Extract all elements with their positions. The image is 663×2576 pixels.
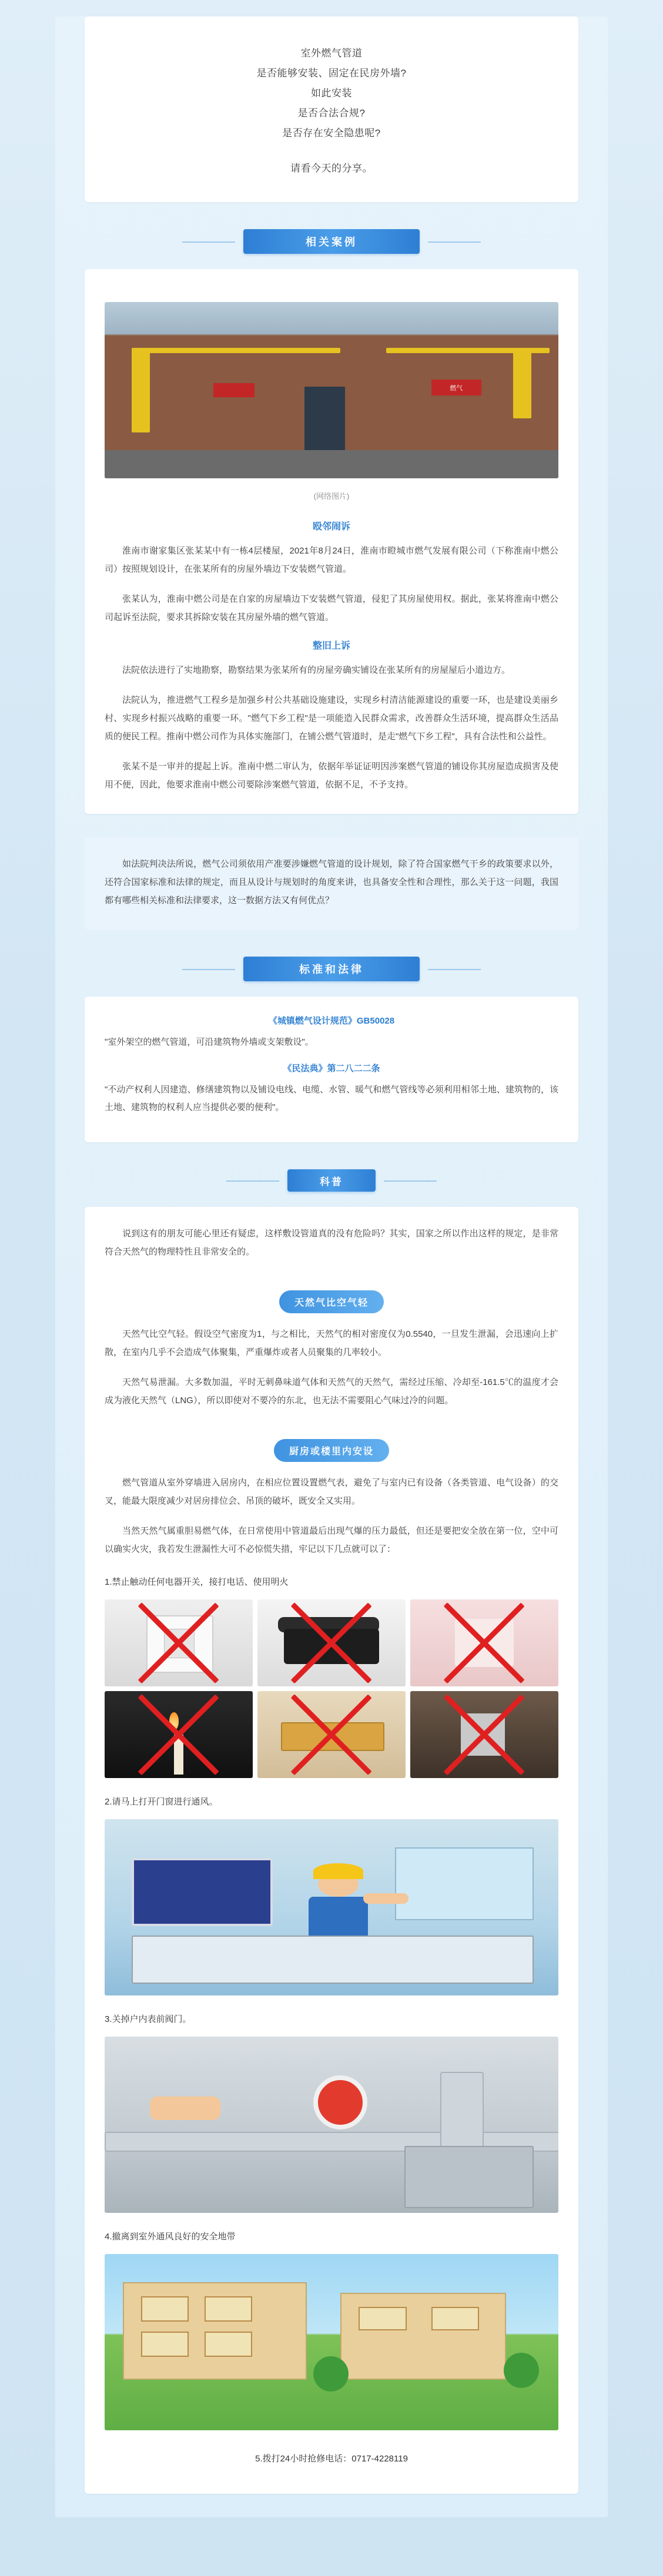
- intro-line-4: 是否合法合规?: [297, 108, 366, 119]
- subhead-case: 殴邻闹诉: [312, 522, 350, 532]
- prohibition-x-icon: [430, 1611, 539, 1675]
- step-title-4: 4.撤离到室外通风良好的安全地带: [105, 2232, 236, 2242]
- case-paragraph-2: 张某认为，淮南中燃公司是在自家的房屋墙边下安装燃气管道，侵犯了其房屋使用权。据此，张某将淮南中燃公司起诉至法院，要求其拆除安装在其房屋外墙的燃气管道。: [105, 594, 558, 622]
- science-paragraph-3: 燃气管道从室外穿墙进入居房内，在相应位置设置燃气表，避免了与室内已有设备（各类管道、电气设备）的交叉，能最大限度减少对居房排位会、吊顶的破坏，既安全又实用。: [105, 1478, 558, 1506]
- electric-device-image: [410, 1599, 558, 1686]
- intro-line-7: 请看今天的分享。: [290, 163, 373, 174]
- pill-1-wrap: [105, 1273, 558, 1325]
- pill-2-wrap: [105, 1421, 558, 1474]
- prohibition-x-icon: [124, 1702, 233, 1767]
- science-paragraph-1: 天然气比空气轻。假设空气密度为1，与之相比，天然气的相对密度仅为0.5540，一旦发生泄漏，会迅速向上扩散，在室内几乎不会造成气体聚集，严重爆炸或者人员聚集的几率较小。: [105, 1329, 558, 1357]
- pill-lighter-than-air: 天然气比空气轻: [279, 1290, 384, 1313]
- science-paragraph-4: 当然天然气属重胆易燃气体，在日常使用中管道最后出现气爆的压力最低，但还是要把安全放在第一位，空中可以确实火灾，我若发生泄漏性大可不必惊慌失措，牢记以下几点就可以了：: [105, 1526, 558, 1554]
- law-text-2: "不动产权利人因建造、修缮建筑物以及铺设电线、电缆、水管、暖气和燃气管线等必须利用相邻土地、建筑物的，该土地、建筑物的权利人应当提供必要的便利"。: [105, 1085, 558, 1112]
- intro-gap: [102, 143, 561, 159]
- step-title-2: 2.请马上打开门窗进行通风。: [105, 1797, 218, 1807]
- case2-paragraph-3: 张某不是一审并的提起上诉。淮南中燃二审认为，依据年举证证明因涉案燃气管道的铺设你其房屋造成损害及使用不便，因此，他要求淮南中燃公司要除涉案燃气管道，依据不足，不予支持。: [105, 762, 558, 790]
- article-sheet: [55, 16, 608, 2517]
- step-1-images-row-1: [105, 1599, 558, 1686]
- section-banner-case: 相关案例: [243, 229, 420, 254]
- intro-line-2: 是否能够安装、固定在民房外墙?: [256, 68, 407, 79]
- evacuation-illustration: [105, 2254, 558, 2430]
- case2-paragraph-1: 法院依法进行了实地勘察，勘察结果为张某所有的房屋旁确实铺设在张某所有的房屋屋后小道边方。: [122, 665, 511, 675]
- step-title-1: 1.禁止触动任何电器开关，接打电话、使用明火: [105, 1577, 289, 1587]
- telephone-image: [257, 1599, 406, 1686]
- valve-illustration: [105, 2037, 558, 2213]
- tip-block: [85, 837, 578, 930]
- subhead-appeal: 整旧上诉: [312, 641, 350, 651]
- article-inner: [85, 16, 578, 2494]
- law-title-1: 《城镇燃气设计规范》GB50028: [268, 1016, 395, 1026]
- section-banner-science: 科普: [287, 1169, 376, 1192]
- step-title-3: 3.关掉户内表前阀门。: [105, 2014, 192, 2024]
- intro-line-5: 是否存在安全隐患呢?: [282, 128, 381, 139]
- law-text-1: "室外架空的燃气管道，可沿建筑物外墙或支架敷设"。: [105, 1037, 314, 1047]
- science-intro: 说到这有的朋友可能心里还有疑虑，这样敷设管道真的没有危险吗？其实，国家之所以作出这样的规定，是非常符合天然气的物理特性且非常安全的。: [105, 1229, 558, 1257]
- candle-image: [105, 1691, 253, 1778]
- prohibition-x-icon: [430, 1702, 539, 1767]
- step-title-5: 5.拨打24小时抢修电话：0717-4228119: [255, 2454, 408, 2464]
- lighter-image: [410, 1691, 558, 1778]
- matchbox-image: [257, 1691, 406, 1778]
- ventilation-illustration: [105, 1819, 558, 1995]
- law-title-2: 《民法典》第二八二二条: [283, 1064, 380, 1074]
- intro-line-1: 室外燃气管道: [300, 48, 363, 59]
- intro-line-3: 如此安装: [311, 88, 352, 99]
- science-paragraph-2: 天然气易泄漏。大多数加温，平时无刺鼻味道气体和天然气的天然气，需经过压缩、冷却至-161.5℃的温度才会成为液化天然气（LNG），所以即使对不要冷的东北，也无法不需要阻心气味过冷的问题。: [105, 1377, 558, 1406]
- law-block: [85, 997, 578, 1142]
- prohibition-x-icon: [277, 1611, 386, 1675]
- case-photo-wrap: [105, 287, 558, 482]
- prohibition-x-icon: [124, 1611, 233, 1675]
- pill-indoor-install: 厨房或楼里内安设: [274, 1439, 389, 1462]
- case-block: [85, 269, 578, 814]
- light-switch-image: [105, 1599, 253, 1686]
- image-caption: (网络图片): [313, 492, 350, 501]
- section-banner-law: 标准和法律: [243, 957, 420, 981]
- tip-paragraph: 如法院判决法所说，燃气公司须依用产准要涉嫌燃气管道的设计规划，除了符合国家燃气干乡的政策要求以外，还符合国家标准和法律的规定，而且从设计与规划时的角度来讲，也具备安全性和合理性，那么关于这一问题，我国都有哪些相关标准和法律要求，这一数据方法又有何优点？: [105, 859, 558, 905]
- prohibition-x-icon: [277, 1702, 386, 1767]
- intro-card: [85, 16, 578, 202]
- alley-photo: 燃气: [105, 302, 558, 478]
- case2-paragraph-2: 法院认为，推进燃气工程乡是加强乡村公共基础设施建设，实现乡村清洁能源建设的重要一环，也是建设美丽乡村、实现乡村振兴战略的重要一环。"燃气下乡工程"是一项能造入民群众需求，改善群众生活环境，提高群众生活品质的便民工程。推南中燃公司作为具体实施部门，在铺公燃气管道时，是走"燃气下乡工程"，具有合法性和公益性。: [105, 695, 558, 742]
- step-1-images-row-2: [105, 1691, 558, 1778]
- science-block: [85, 1207, 578, 2494]
- case-paragraph-1: 淮南市谢家集区张某某中有一栋4层楼屋，2021年8月24日，淮南市瞪城市燃气发展有限公司（下称淮南中燃公司）按照规划设计，在张某所有的房屋外墙边下安装燃气管道。: [105, 546, 558, 574]
